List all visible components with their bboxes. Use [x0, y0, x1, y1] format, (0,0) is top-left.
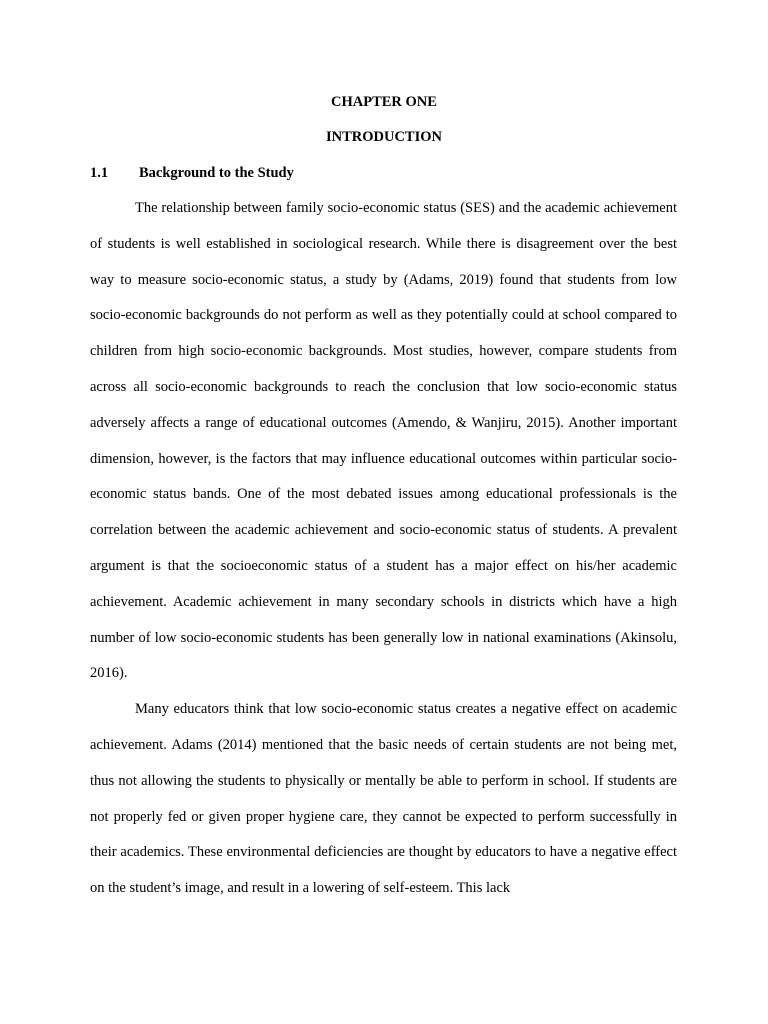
section-title: INTRODUCTION — [325, 129, 442, 145]
paragraph-2: Many educators think that low socio-economic status creates a negative effect on academic achievement. Adams (2014) mentioned that the basic needs of certain students are not being met, thus not allowing the students to physically or mentally be able to perform in school. If students are not properly fed or given proper hygiene care, they cannot be expected to perform successfully in their academics. These environmental deficiencies are thought by educators to have a negative effect on the student’s image, and result in a lowering of self-esteem. This lack — [90, 701, 677, 897]
subsection-title: Background to the Study — [139, 165, 294, 181]
body-text — [90, 191, 677, 907]
chapter-title: CHAPTER ONE — [331, 94, 437, 110]
subsection-number: 1.1 — [90, 165, 109, 181]
paragraph-1: The relationship between family socio-economic status (SES) and the academic achievement of students is well established in sociological research. While there is disagreement over the best way to measure socio-economic status, a study by (Adams, 2019) found that students from low socio-economic backgrounds do not perform as well as they potentially could at school compared to children from high socio-economic backgrounds. Most studies, however, compare students from across all socio-economic backgrounds to reach the conclusion that low socio-economic status adversely affects a range of educational outcomes (Amendo, & Wanjiru, 2015). Another important dimension, however, is the factors that may influence educational outcomes within particular socio-economic status bands. One of the most debated issues among educational professionals is the correlation between the academic achievement and socio-economic status of students. A prevalent argument is that the socioeconomic status of a student has a major effect on his/her academic achievement. Academic achievement in many secondary schools in districts which have a high number of low socio-economic students has been generally low in national examinations (Akinsolu, 2016). — [90, 200, 677, 682]
subsection-heading — [90, 164, 294, 182]
